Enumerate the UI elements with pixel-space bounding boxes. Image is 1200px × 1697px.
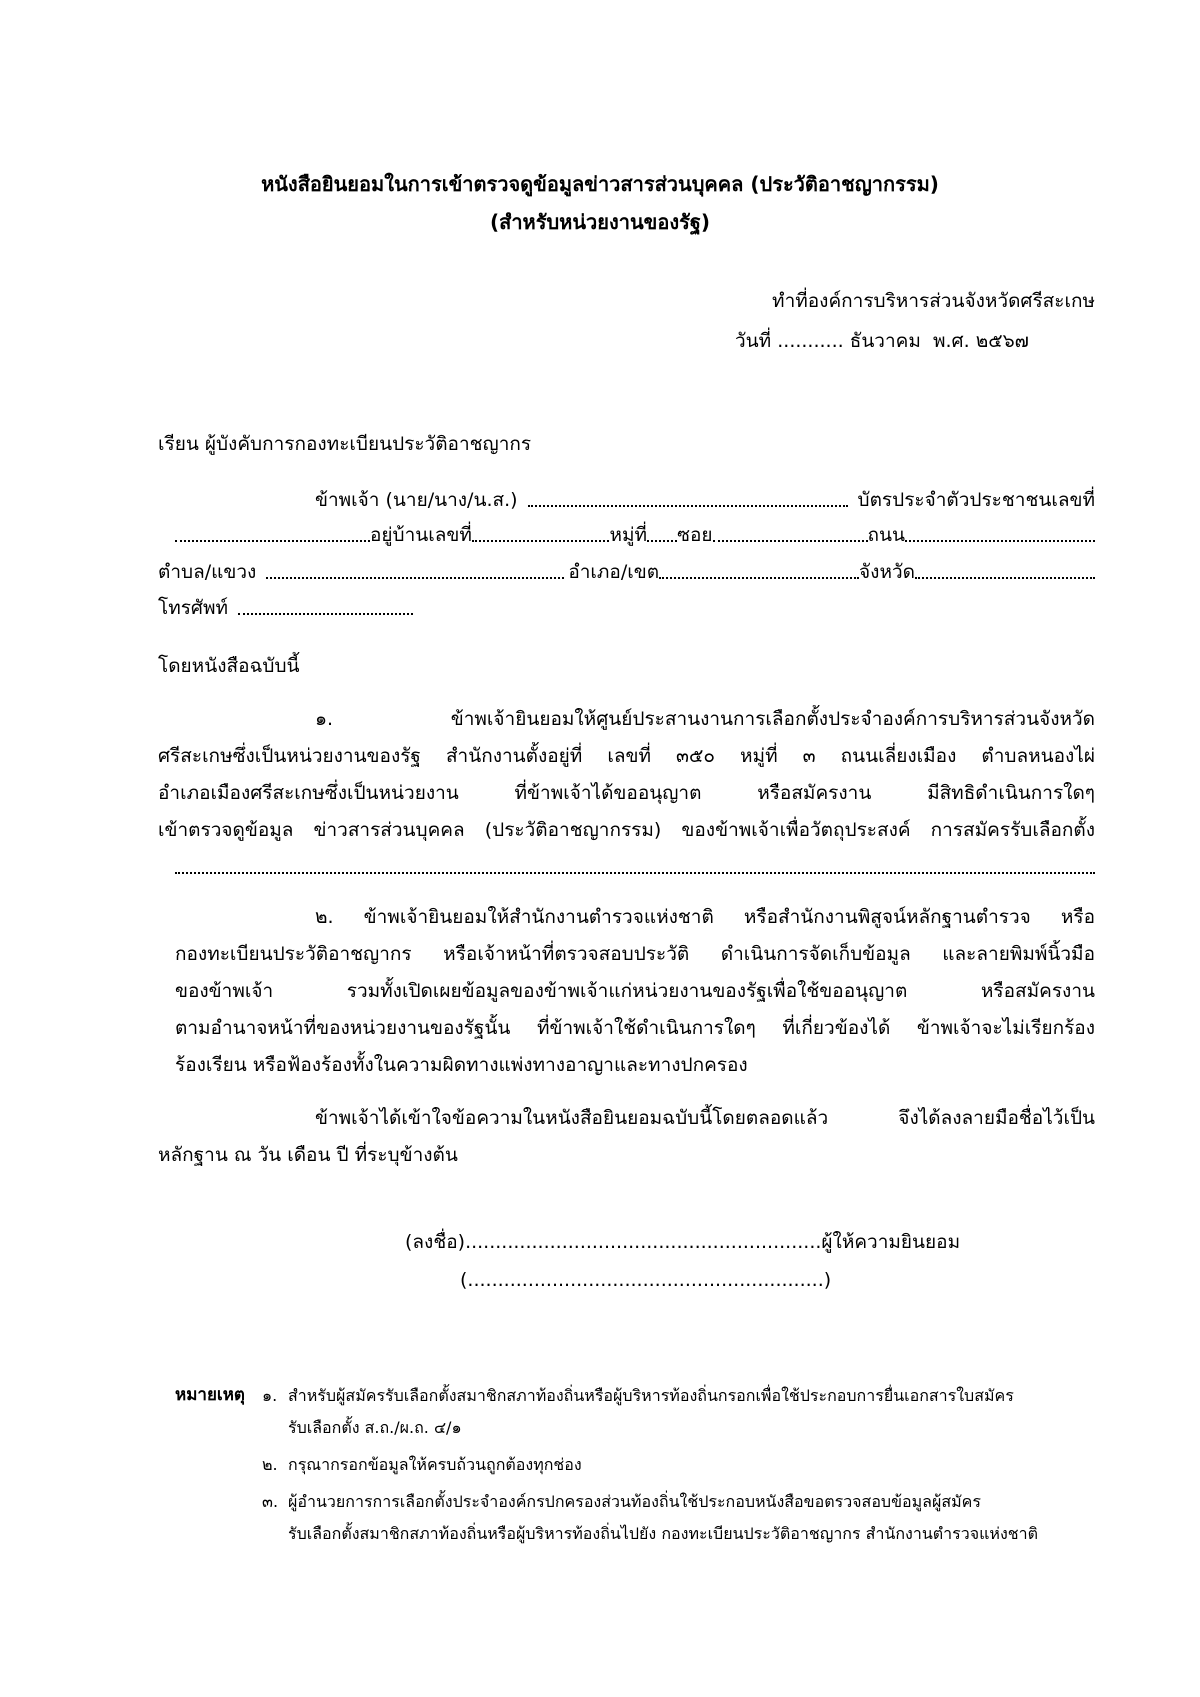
province-field[interactable]	[915, 558, 1095, 579]
signature-line	[405, 1228, 960, 1256]
moo-field[interactable]	[647, 521, 677, 542]
clause1-line: เข้าตรวจดูข้อมูล ข่าวสารส่วนบุคคล (ประวัติอาชญากรรม) ของข้าพเจ้าเพื่อวัตถุประสงค์ การสมัครรับเลือกตั้ง	[158, 819, 1095, 841]
name-field[interactable]	[528, 486, 848, 507]
year: ๒๕๖๗	[975, 330, 1029, 352]
sign-field[interactable]: ...........................................................	[465, 1231, 822, 1253]
note-line: รับเลือกตั้งสมาชิกสภาท้องถิ่นหรือผู้บริหารท้องถิ่นไปยัง กองทะเบียนประวัติอาชญากร สำนักงานตำรวจแห่งชาติ	[288, 1524, 1039, 1543]
printed-name-field[interactable]: ...........................................................	[467, 1269, 824, 1291]
name-close-paren: )	[823, 1269, 832, 1291]
clause1-line: ๑. ข้าพเจ้ายินยอมให้ศูนย์ประสานงานการเลือกตั้งประจำองค์การบริหารส่วนจังหวัด	[315, 708, 1095, 730]
road-field[interactable]	[905, 521, 1095, 542]
date-label: วันที่	[735, 330, 772, 352]
note-line: กรุณากรอกข้อมูลให้ครบถ้วนถูกต้องทุกช่อง	[288, 1455, 582, 1474]
subdistrict-field[interactable]	[266, 558, 564, 579]
signer-role: ผู้ให้ความยินยอม	[821, 1231, 961, 1253]
address-row	[175, 521, 1095, 549]
phone-row	[158, 594, 413, 622]
clause2-line: ตามอำนาจหน้าที่ของหน่วยงานของรัฐนั้น ที่ข้าพเจ้าใช้ดำเนินการใดๆ ที่เกี่ยวข้องได้ ข้าพเจ้าจะไม่เรียกร้อง	[175, 1017, 1095, 1039]
clause2-line: กองทะเบียนประวัติอาชญากร หรือเจ้าหน้าที่ตรวจสอบประวัติ ดำเนินการจัดเก็บข้อมูล และลายพิมพ์นิ้วมือ	[175, 943, 1095, 965]
notes-label: หมายเหตุ	[175, 1385, 245, 1405]
date-dots: ...........	[777, 330, 844, 352]
month: ธันวาคม	[849, 330, 921, 352]
clause2-line: ของข้าพเจ้า รวมทั้งเปิดเผยข้อมูลของข้าพเจ้าแก่หน่วยงานของรัฐเพื่อใช้ขออนุญาต หรือสมัครงาน	[175, 980, 1095, 1002]
salutation: เรียน ผู้บังคับการกองทะเบียนประวัติอาชญากร	[158, 433, 532, 455]
printed-name-line	[460, 1266, 831, 1294]
province-label: จังหวัด	[859, 561, 915, 583]
phone-field[interactable]	[238, 594, 413, 615]
subdistrict-label: ตำบล/แขวง	[158, 561, 257, 583]
applicant-name-row	[315, 486, 1095, 514]
district-field[interactable]	[659, 558, 859, 579]
document-subtitle: (สำหรับหน่วยงานของรัฐ)	[489, 210, 711, 234]
house-no-field[interactable]	[175, 521, 370, 542]
era: พ.ศ.	[932, 330, 970, 352]
name-open-paren: (	[460, 1269, 468, 1291]
clause2-line: ร้องเรียน หรือฟ้องร้องทั้งในความผิดทางแพ่งทางอาญาและทางปกครอง	[175, 1054, 748, 1076]
id-label: บัตรประจำตัวประชาชนเลขที่	[857, 489, 1095, 511]
clause1-line: ศรีสะเกษซึ่งเป็นหน่วยงานของรัฐ สำนักงานตั้งอยู่ที่ เลขที่ ๓๕๐ หมู่ที่ ๓ ถนนเลี่ยงเมือง ตำบลหนองไผ่	[158, 745, 1095, 767]
road-label: ถนน	[867, 524, 905, 546]
house-no-label: อยู่บ้านเลขที่	[370, 524, 472, 546]
acknowledgement-line: ข้าพเจ้าได้เข้าใจข้อความในหนังสือยินยอมฉบับนี้โดยตลอดแล้ว จึงได้ลงลายมือชื่อไว้เป็น	[315, 1107, 1095, 1129]
note-line: รับเลือกตั้ง ส.ถ./ผ.ถ. ๔/๑	[288, 1418, 462, 1437]
acknowledgement-line: หลักฐาน ณ วัน เดือน ปี ที่ระบุข้างต้น	[158, 1144, 458, 1166]
locality-row	[158, 558, 1095, 586]
clause2-line: ๒. ข้าพเจ้ายินยอมให้สำนักงานตำรวจแห่งชาติ หรือสำนักงานพิสูจน์หลักฐานตำรวจ หรือ	[315, 906, 1095, 928]
moo-label: หมู่ที่	[609, 524, 648, 546]
soi-label: ซอย	[677, 524, 713, 546]
note-number: ๑.	[262, 1386, 278, 1405]
name-label: ข้าพเจ้า (นาย/นาง/น.ส.)	[315, 489, 518, 511]
note-line: ผู้อำนวยการการเลือกตั้งประจำองค์กรปกครองส่วนท้องถิ่นใช้ประกอบหนังสือขอตรวจสอบข้อมูลผู้สมัคร	[288, 1492, 981, 1511]
date-line	[735, 327, 1029, 355]
phone-label: โทรศัพท์	[158, 597, 229, 619]
district-label: อำเภอ/เขต	[568, 561, 660, 583]
house-no-value-field[interactable]	[472, 521, 610, 542]
document-title: หนังสือยินยอมในการเข้าตรวจดูข้อมูลข่าวสารส่วนบุคคล (ประวัติอาชญากรรม)	[261, 172, 939, 196]
note-number: ๒.	[262, 1455, 278, 1474]
sign-label: (ลงชื่อ)	[405, 1231, 466, 1253]
soi-field[interactable]	[713, 521, 868, 542]
clause1-line: อำเภอเมืองศรีสะเกษซึ่งเป็นหน่วยงาน ที่ข้าพเจ้าได้ขออนุญาต หรือสมัครงาน มีสิทธิดำเนินการใดๆ	[158, 782, 1095, 804]
purpose-fill-line[interactable]	[175, 872, 1095, 874]
intro-text: โดยหนังสือฉบับนี้	[158, 655, 300, 677]
note-line: สำหรับผู้สมัครรับเลือกตั้งสมาชิกสภาท้องถิ่นหรือผู้บริหารท้องถิ่นกรอกเพื่อใช้ประกอบการยื่นเอกสารใบสมัคร	[288, 1386, 1014, 1405]
written-at: ทำที่องค์การบริหารส่วนจังหวัดศรีสะเกษ	[772, 290, 1095, 312]
note-number: ๓.	[262, 1492, 279, 1511]
